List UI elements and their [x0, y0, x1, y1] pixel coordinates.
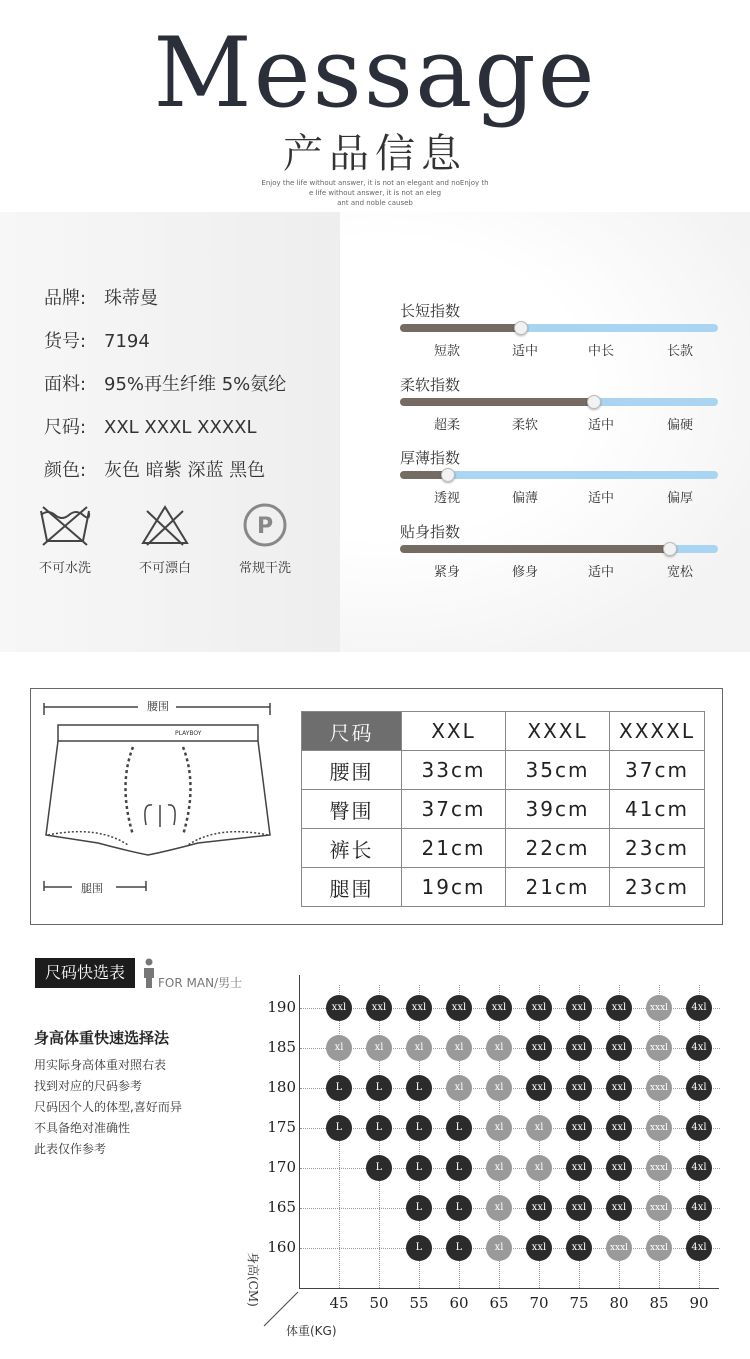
size-dot: xxxl — [646, 1155, 672, 1181]
index-label: 长款 — [666, 344, 693, 359]
attr-value: 7194 — [104, 331, 150, 352]
attr-value: 95%再生纤维 5%氨纶 — [104, 374, 287, 395]
table-header-cell: XXL — [402, 712, 506, 751]
index-bar — [400, 398, 718, 406]
index-title: 厚薄指数 — [400, 449, 461, 467]
size-dot: xl — [446, 1035, 472, 1061]
attr-size — [44, 413, 257, 439]
index-title: 贴身指数 — [400, 523, 461, 541]
size-dot: 4xl — [686, 1035, 712, 1061]
x-tick-label: 90 — [689, 1294, 709, 1312]
care-label: 不可水洗 — [38, 561, 91, 576]
size-dot: xxxl — [606, 1235, 632, 1261]
man-icon — [143, 958, 155, 988]
size-dot: xxl — [566, 1155, 592, 1181]
size-dot: xxxl — [646, 1075, 672, 1101]
x-axis-label: 体重(KG) — [286, 1324, 337, 1338]
quick-select-title: 尺码快选表 — [35, 958, 135, 988]
index-title: 柔软指数 — [400, 376, 461, 394]
size-dot: L — [406, 1235, 432, 1261]
size-dot: L — [446, 1195, 472, 1221]
index-bar — [400, 324, 718, 332]
x-tick-label: 55 — [409, 1294, 429, 1312]
size-table — [301, 711, 705, 907]
dry-clean-p-icon — [237, 503, 293, 547]
size-dot: xxxl — [646, 1115, 672, 1141]
index-bar-fill — [400, 545, 670, 553]
attr-key: 面料: — [44, 374, 87, 395]
size-dot: xxl — [526, 1195, 552, 1221]
index-label: 适中 — [587, 418, 614, 433]
size-dot: L — [366, 1075, 392, 1101]
size-dot: xxl — [566, 1115, 592, 1141]
y-tick-label: 180 — [267, 1078, 296, 1096]
attr-item-no — [44, 327, 150, 353]
size-dot: L — [406, 1155, 432, 1181]
size-dot: xl — [486, 1075, 512, 1101]
size-dot: L — [446, 1235, 472, 1261]
attr-key: 颜色: — [44, 460, 87, 481]
size-dot: xl — [366, 1035, 392, 1061]
index-knob — [441, 468, 455, 482]
for-man-label: FOR MAN/男士 — [158, 976, 243, 990]
index-label: 适中 — [511, 344, 538, 359]
table-header-row — [302, 712, 705, 751]
x-tick-label: 45 — [329, 1294, 349, 1312]
size-dot: 4xl — [686, 1195, 712, 1221]
table-row — [302, 751, 705, 790]
size-dot: xxl — [526, 995, 552, 1021]
size-dot: xxl — [606, 1075, 632, 1101]
y-tick-label: 175 — [267, 1118, 296, 1136]
table-cell: 23cm — [610, 829, 705, 868]
attr-fabric — [44, 370, 286, 396]
note-line: 找到对应的尺码参考 — [34, 1079, 143, 1093]
no-bleach-icon — [137, 503, 193, 547]
size-dot: xxxl — [646, 1235, 672, 1261]
y-tick-label: 170 — [267, 1158, 296, 1176]
size-dot: xxl — [566, 1035, 592, 1061]
size-dot: xl — [486, 1155, 512, 1181]
size-dot: xxxl — [646, 1035, 672, 1061]
table-cell: 35cm — [506, 751, 610, 790]
size-dot: 4xl — [686, 995, 712, 1021]
note-line: 不具备绝对准确性 — [34, 1121, 131, 1135]
table-cell: 臀围 — [302, 790, 402, 829]
diagram-waist-label: 腰围 — [147, 700, 169, 713]
x-tick-label: 50 — [369, 1294, 389, 1312]
size-dot: xxl — [566, 1235, 592, 1261]
diagram-brand-label: PLAYBOY — [175, 730, 202, 737]
care-dry-clean — [220, 503, 310, 576]
size-dot: xl — [526, 1155, 552, 1181]
x-tick-label: 80 — [609, 1294, 629, 1312]
size-dot: xxl — [366, 995, 392, 1021]
table-cell: 腿围 — [302, 868, 402, 907]
index-label: 偏厚 — [666, 491, 693, 506]
size-dot: xxl — [566, 1195, 592, 1221]
briefs-diagram — [38, 695, 278, 905]
size-dot: xxl — [486, 995, 512, 1021]
table-cell: 33cm — [402, 751, 506, 790]
table-cell: 37cm — [402, 790, 506, 829]
table-cell: 21cm — [506, 868, 610, 907]
x-tick-label: 85 — [649, 1294, 669, 1312]
table-cell: 腰围 — [302, 751, 402, 790]
table-cell: 39cm — [506, 790, 610, 829]
index-bar-fill — [400, 398, 594, 406]
table-cell: 裤长 — [302, 829, 402, 868]
table-cell: 22cm — [506, 829, 610, 868]
tagline-line-1: Enjoy the life without answer, it is not an elegant and noEnjoy th — [261, 179, 489, 187]
size-dot: xl — [486, 1235, 512, 1261]
index-label: 短款 — [433, 344, 460, 359]
index-label: 适中 — [587, 565, 614, 580]
size-dot: L — [326, 1115, 352, 1141]
size-dot: xxl — [526, 1235, 552, 1261]
table-cell: 21cm — [402, 829, 506, 868]
index-label: 偏硬 — [666, 418, 693, 433]
attr-value: XXL XXXL XXXXL — [104, 417, 257, 438]
index-label: 宽松 — [666, 565, 693, 580]
attr-key: 货号: — [44, 331, 87, 352]
size-dot: xl — [486, 1195, 512, 1221]
size-dot: xl — [446, 1075, 472, 1101]
size-dot: 4xl — [686, 1075, 712, 1101]
index-knob — [514, 321, 528, 335]
svg-text:P: P — [256, 514, 274, 539]
diagram-thigh-label: 腿围 — [81, 882, 103, 895]
size-dot: L — [366, 1155, 392, 1181]
size-dot: xxl — [406, 995, 432, 1021]
size-dot: L — [406, 1115, 432, 1141]
size-dot: xxl — [606, 1195, 632, 1221]
size-dot: xl — [486, 1035, 512, 1061]
index-label: 超柔 — [433, 418, 460, 433]
table-cell: 37cm — [610, 751, 705, 790]
size-dot: xxl — [606, 1035, 632, 1061]
size-dot: xxl — [326, 995, 352, 1021]
index-label: 偏薄 — [511, 491, 538, 506]
size-dot: xxl — [606, 1155, 632, 1181]
note-line: 尺码因个人的体型,喜好而异 — [34, 1100, 182, 1114]
care-label: 常规干洗 — [238, 561, 291, 576]
page-subtitle: 产品信息 — [283, 131, 467, 177]
index-label: 柔软 — [511, 418, 538, 433]
no-wash-icon — [37, 503, 93, 547]
table-cell: 41cm — [610, 790, 705, 829]
note-line: 用实际身高体重对照右表 — [34, 1058, 167, 1072]
size-dot: xxl — [606, 1115, 632, 1141]
size-dot: xxxl — [646, 1195, 672, 1221]
page-title: Message — [153, 17, 597, 129]
table-row — [302, 868, 705, 907]
table-header-cell: XXXL — [506, 712, 610, 751]
y-tick-label: 190 — [267, 998, 296, 1016]
attr-key: 品牌: — [44, 288, 87, 309]
index-label: 透视 — [433, 491, 460, 506]
size-dot: L — [326, 1075, 352, 1101]
care-label: 不可漂白 — [138, 561, 191, 576]
x-tick-label: 75 — [569, 1294, 589, 1312]
y-tick-label: 160 — [267, 1238, 296, 1256]
index-label: 紧身 — [433, 565, 460, 580]
method-title: 身高体重快速选择法 — [34, 1029, 170, 1047]
size-dot: xxl — [566, 1075, 592, 1101]
x-tick-label: 70 — [529, 1294, 549, 1312]
size-dot: L — [366, 1115, 392, 1141]
y-axis-label: 身高(CM) — [246, 1252, 260, 1307]
table-cell: 19cm — [402, 868, 506, 907]
attr-key: 尺码: — [44, 417, 87, 438]
size-dot: xxxl — [646, 995, 672, 1021]
note-line: 此表仅作参考 — [34, 1142, 107, 1156]
y-tick-label: 185 — [267, 1038, 296, 1056]
size-dot: xl — [526, 1115, 552, 1141]
index-bar-fill — [400, 324, 521, 332]
table-row — [302, 790, 705, 829]
attr-value: 灰色 暗紫 深蓝 黑色 — [104, 460, 266, 481]
care-no-wash — [20, 503, 110, 576]
index-label: 中长 — [587, 344, 614, 359]
attr-color — [44, 456, 265, 482]
size-dot: xxl — [446, 995, 472, 1021]
attr-value: 珠蒂曼 — [104, 288, 158, 309]
size-dot: xl — [406, 1035, 432, 1061]
size-dot: L — [446, 1155, 472, 1181]
care-no-bleach — [120, 503, 210, 576]
index-title: 长短指数 — [400, 302, 461, 320]
size-dot: L — [406, 1195, 432, 1221]
x-tick-label: 65 — [489, 1294, 509, 1312]
index-knob — [587, 395, 601, 409]
size-dot: 4xl — [686, 1235, 712, 1261]
tagline-line-3: ant and noble causeb — [337, 199, 413, 207]
y-tick-label: 165 — [267, 1198, 296, 1216]
size-dot: L — [406, 1075, 432, 1101]
size-dot: xxl — [566, 995, 592, 1021]
size-dot: xl — [486, 1115, 512, 1141]
table-header-cell: 尺码 — [302, 712, 402, 751]
index-label: 修身 — [511, 565, 538, 580]
tagline-line-2: e life without answer, it is not an eleg — [308, 189, 442, 197]
x-axis-line — [299, 1288, 719, 1289]
size-dot: xxl — [526, 1035, 552, 1061]
y-axis-line — [299, 975, 300, 1288]
table-cell: 23cm — [610, 868, 705, 907]
x-tick-label: 60 — [449, 1294, 469, 1312]
table-header-cell: XXXXL — [610, 712, 705, 751]
size-dot: xxl — [606, 995, 632, 1021]
table-row — [302, 829, 705, 868]
size-dot: 4xl — [686, 1115, 712, 1141]
size-dot: xxl — [526, 1075, 552, 1101]
size-dot: xl — [326, 1035, 352, 1061]
size-dot: 4xl — [686, 1155, 712, 1181]
index-label: 适中 — [587, 491, 614, 506]
size-dot: L — [446, 1115, 472, 1141]
attr-brand — [44, 284, 158, 310]
